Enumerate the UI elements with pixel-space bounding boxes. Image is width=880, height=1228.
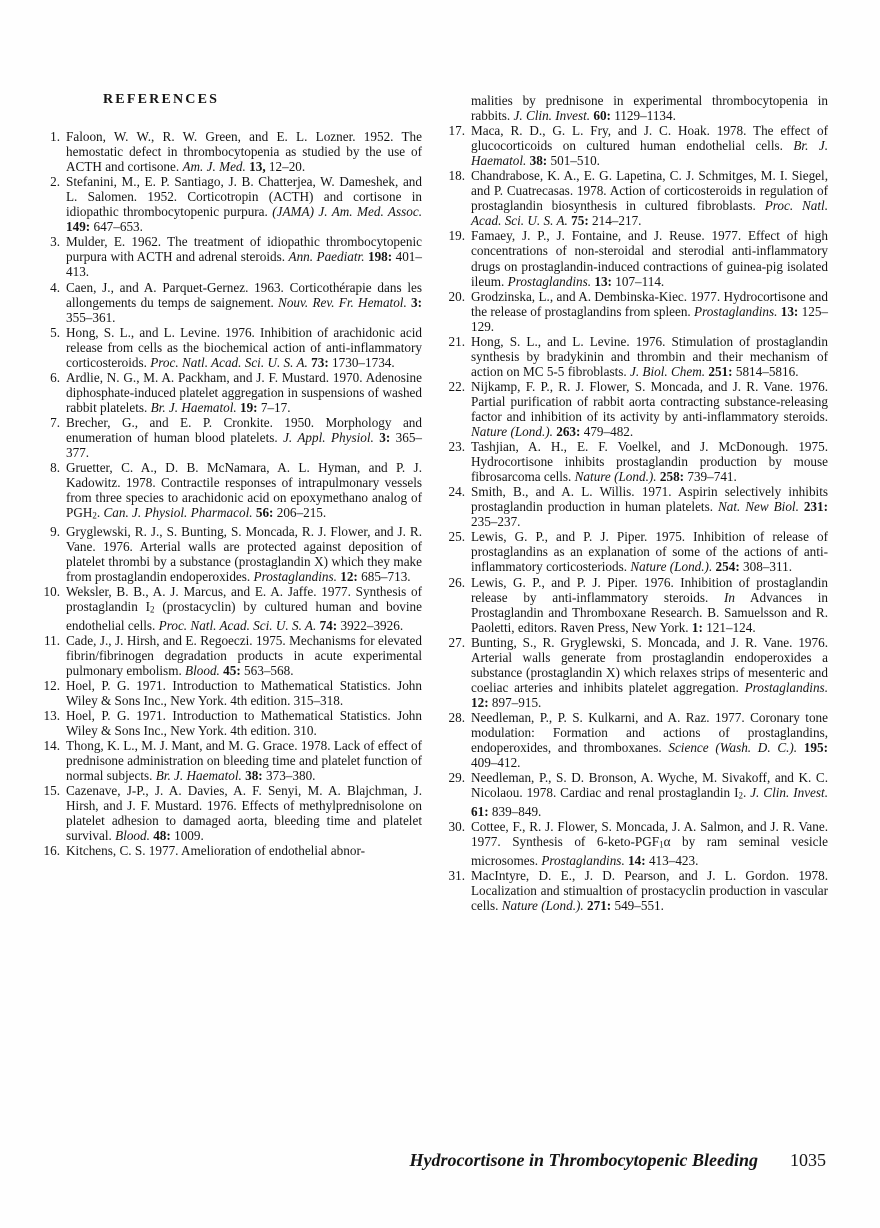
reference-item (446, 439, 828, 484)
reference-number: 13. (43, 708, 60, 724)
reference-number: 1. (50, 129, 60, 145)
reference-item (446, 289, 828, 334)
reference-number: 11. (44, 632, 60, 648)
reference-item (41, 460, 422, 524)
reference-number: 6. (50, 369, 60, 385)
reference-item (446, 123, 828, 168)
reference-item (41, 415, 422, 460)
reference-text: Kitchens, C. S. 1977. Amelioration of endothelial abnor- (66, 843, 365, 859)
reference-number: 22. (448, 378, 465, 394)
reference-text: Gruetter, C. A., D. B. McNamara, A. L. Hyman, and P. J. Kadowitz. 1978. Contractile responses of intrapulmonary vessels from three species to arachidonic acid on epoxymethano analog of PGH2. Can. J. Physiol. Pharmacol. 56: 206–215. (66, 460, 422, 521)
reference-text: Needleman, P., P. S. Kulkarni, and A. Raz. 1977. Coronary tone modulation: Formation and actions of prostaglandins, endoperoxides, and thromboxanes. Science (Wash. D. C.). 195: 409–412. (471, 709, 828, 771)
running-footer (410, 1150, 827, 1171)
reference-item (41, 584, 422, 633)
reference-number: 8. (50, 460, 60, 476)
reference-text: Cazenave, J-P., J. A. Davies, A. F. Senyi, M. A. Blajchman, J. Hirsh, and J. F. Mustard. 1976. Effects of methylprednisolone on platelet adhesion to damaged aorta, bleeding time and platelet survival. Blood. 48: 1009. (66, 783, 422, 844)
reference-text: Maca, R. D., G. L. Fry, and J. C. Hoak. 1978. The effect of glucocorticoids on cultured human endothelial cells. Br. J. Haematol. 38: 501–510. (471, 123, 828, 169)
reference-number: 29. (448, 770, 465, 786)
reference-text: Chandrabose, K. A., E. G. Lapetina, C. J. Schmitges, M. I. Siegel, and P. Cuatrecasas. 1978. Action of corticosteroids in regulation of prostaglandin biosynthesis in cultured fibroblasts. Proc. Natl. Acad. Sci. U. S. A. 75: 214–217. (471, 168, 828, 229)
reference-text: Cottee, F., R. J. Flower, S. Moncada, J. A. Salmon, and J. R. Vane. 1977. Synthesis of 6-keto-PGF1α by ram seminal vesicle microsomes. Prostaglandins. 14: 413–423. (471, 818, 829, 868)
reference-item (41, 633, 422, 678)
reference-item (41, 129, 422, 174)
references-left-column (41, 92, 422, 859)
reference-number: 9. (50, 523, 60, 539)
reference-text: Gryglewski, R. J., S. Bunting, S. Moncada, R. J. Flower, and J. R. Vane. 1976. Arterial walls are protected against deposition of platelet thrombi by a substance (prostaglandin X) which they make from prostaglandin endoperoxides. Prostaglandins. 12: 685–713. (66, 523, 422, 585)
page-number: 1035 (790, 1150, 826, 1170)
reference-item (446, 379, 828, 439)
reference-list-left (41, 129, 422, 858)
reference-item (446, 635, 828, 710)
reference-number: 4. (50, 279, 60, 295)
reference-item (41, 234, 422, 279)
reference-number: 12. (43, 677, 60, 693)
reference-text: Cade, J., J. Hirsh, and E. Regoeczi. 1975. Mechanisms for elevated fibrin/fibrinogen degradation products in acute experimental pulmonary embolism. Blood. 45: 563–568. (66, 632, 422, 678)
reference-text: Thong, K. L., M. J. Mant, and M. G. Grace. 1978. Lack of effect of prednisone administration on bleeding time and platelet function of normal subjects. Br. J. Haematol. 38: 373–380. (66, 738, 422, 784)
reference-text: malities by prednisone in experimental thrombocytopenia in rabbits. J. Clin. Invest. 60: 1129–1134. (471, 93, 828, 124)
reference-text: Stefanini, M., E. P. Santiago, J. B. Chatterjea, W. Dameshek, and L. Salomen. 1952. Corticotropin (ACTH) and cortisone in idiopathic thrombocytopenic purpura. (JAMA) J. Am. Med. Assoc. 149: 647–653. (66, 174, 422, 235)
reference-item (446, 710, 828, 770)
reference-text: Brecher, G., and E. P. Cronkite. 1950. Morphology and enumeration of human blood platelets. J. Appl. Physiol. 3: 365–377. (66, 414, 423, 461)
reference-number: 23. (448, 439, 465, 455)
reference-number: 2. (50, 174, 60, 190)
reference-text: Needleman, P., S. D. Bronson, A. Wyche, M. Sivakoff, and K. C. Nicolaou. 1978. Cardiac and renal prostaglandin I2. J. Clin. Invest. 61: 839–849. (471, 770, 828, 819)
reference-text: Hong, S. L., and L. Levine. 1976. Stimulation of prostaglandin synthesis by bradykinin and thrombin and their mechanism of action on MC 5-5 fibroblasts. J. Biol. Chem. 251: 5814–5816. (471, 333, 828, 379)
references-heading: REFERENCES (103, 92, 220, 107)
reference-text: Bunting, S., R. Gryglewski, S. Moncada, and J. R. Vane. 1976. Arterial walls generate from prostaglandin endoperoxides a substance (prostaglandin X) which relaxes strips of mesenteric and coeliac arteries and inhibits platelet aggregation. Prostaglandins. 12: 897–915. (471, 634, 828, 710)
running-title: Hydrocortisone in Thrombocytopenic Bleeding (409, 1150, 758, 1170)
reference-number: 14. (43, 738, 60, 754)
reference-text: Weksler, B. B., A. J. Marcus, and E. A. Jaffe. 1977. Synthesis of prostaglandin I2 (prostacyclin) by cultured human and bovine endothelial cells. Proc. Natl. Acad. Sci. U. S. A. 74: 3922–3926. (66, 584, 422, 633)
reference-continuation (446, 93, 828, 123)
reference-number: 25. (448, 529, 465, 545)
reference-text: Hoel, P. G. 1971. Introduction to Mathematical Statistics. John Wiley & Sons Inc., New York. 4th edition. 315–318. (66, 677, 422, 708)
reference-text: Nijkamp, F. P., R. J. Flower, S. Moncada, and J. R. Vane. 1976. Partial purification of rabbit aorta contracting substance-releasing factor and inhibition of its activity by anti-inflammatory steroids. Nature (Lond.). 263: 479–482. (471, 378, 828, 440)
reference-item (446, 770, 828, 819)
reference-text: Lewis, G. P., and P. J. Piper. 1976. Inhibition of prostaglandin release by anti-inflammatory steroids. In Advances in Prostaglandin and Thromboxane Research. B. Samuelsson and R. Paoletti, editors. Raven Press, New York. 1: 121–124. (471, 574, 828, 635)
reference-item (41, 843, 422, 858)
reference-number: 18. (448, 168, 465, 184)
reference-text: Caen, J., and A. Parquet-Gernez. 1963. Corticothérapie dans les allongements du temps de saignement. Nouv. Rev. Fr. Hematol. 3: 355–361. (66, 279, 422, 325)
reference-item (446, 168, 828, 228)
reference-text: Tashjian, A. H., E. F. Voelkel, and J. McDonough. 1975. Hydrocortisone inhibits prostaglandin production by mouse fibrosarcoma cells. Nature (Lond.). 258: 739–741. (471, 439, 828, 485)
reference-item (41, 280, 422, 325)
reference-item (41, 325, 422, 370)
reference-text: Faloon, W. W., R. W. Green, and E. L. Lozner. 1952. The hemostatic defect in thrombocytopenia as studied by the use of ACTH and cortisone. Am. J. Med. 13, 12–20. (66, 129, 422, 175)
reference-item (41, 783, 422, 843)
reference-number: 28. (448, 709, 465, 725)
reference-number: 30. (448, 818, 465, 834)
reference-number: 31. (448, 867, 465, 883)
reference-item (446, 334, 828, 379)
reference-number: 21. (448, 333, 465, 349)
reference-text: Grodzinska, L., and A. Dembinska-Kiec. 1977. Hydrocortisone and the release of prostaglandins from spleen. Prostaglandins. 13: 125–129. (471, 288, 828, 334)
reference-number: 19. (448, 228, 465, 244)
reference-number: 27. (448, 634, 465, 650)
reference-number: 26. (448, 574, 465, 590)
reference-number: 17. (448, 123, 465, 139)
reference-item (41, 174, 422, 234)
reference-list-right (446, 93, 828, 913)
reference-number: 20. (448, 288, 465, 304)
reference-number: 3. (50, 234, 60, 250)
reference-number: 24. (448, 484, 465, 500)
reference-text: MacIntyre, D. E., J. D. Pearson, and J. L. Gordon. 1978. Localization and stimualtion of prostacyclin production in vascular cells. Nature (Lond.). 271: 549–551. (471, 867, 828, 913)
reference-number: 15. (43, 783, 60, 799)
reference-item (446, 228, 828, 288)
reference-text: Lewis, G. P., and P. J. Piper. 1975. Inhibition of release of prostaglandins as an explanation of some of the actions of anti-inflammatory corticosteriods. Nature (Lond.). 254: 308–311. (471, 529, 828, 575)
reference-item (446, 575, 828, 635)
reference-text: Famaey, J. P., J. Fontaine, and J. Reuse. 1977. Effect of high concentrations of non-steroidal and sterodial anti-inflammatory drugs on prostaglandin-induced contractions of guinea-pig isolated ileum. Prostaglandins. 13: 107–114. (471, 228, 828, 289)
reference-item (446, 529, 828, 574)
reference-item (41, 678, 422, 708)
reference-item (41, 524, 422, 584)
reference-number: 5. (50, 324, 60, 340)
reference-text: Hong, S. L., and L. Levine. 1976. Inhibition of arachidonic acid release from cells as the biochemical action of anti-inflammatory corticosteroids. Proc. Natl. Acad. Sci. U. S. A. 73: 1730–1734. (66, 324, 422, 370)
reference-item (41, 708, 422, 738)
reference-text: Ardlie, N. G., M. A. Packham, and J. F. Mustard. 1970. Adenosine diphosphate-induced platelet aggregation in suspensions of washed rabbit platelets. Br. J. Haematol. 19: 7–17. (66, 369, 422, 415)
reference-text: Mulder, E. 1962. The treatment of idiopathic thrombocytopenic purpura with ACTH and adrenal steroids. Ann. Paediatr. 198: 401–413. (66, 234, 422, 280)
reference-item (41, 370, 422, 415)
reference-number: 10. (43, 584, 60, 600)
reference-text: Smith, B., and A. L. Willis. 1971. Aspirin selectively inhibits prostaglandin production in human platelets. Nat. New Biol. 231: 235–237. (471, 484, 828, 530)
reference-number: 7. (50, 414, 60, 430)
reference-item (446, 819, 828, 868)
reference-number: 16. (43, 843, 60, 859)
reference-item (446, 868, 828, 913)
reference-item (41, 738, 422, 783)
reference-text: Hoel, P. G. 1971. Introduction to Mathematical Statistics. John Wiley & Sons Inc., New York. 4th edition. 310. (66, 708, 422, 739)
reference-item (446, 484, 828, 529)
